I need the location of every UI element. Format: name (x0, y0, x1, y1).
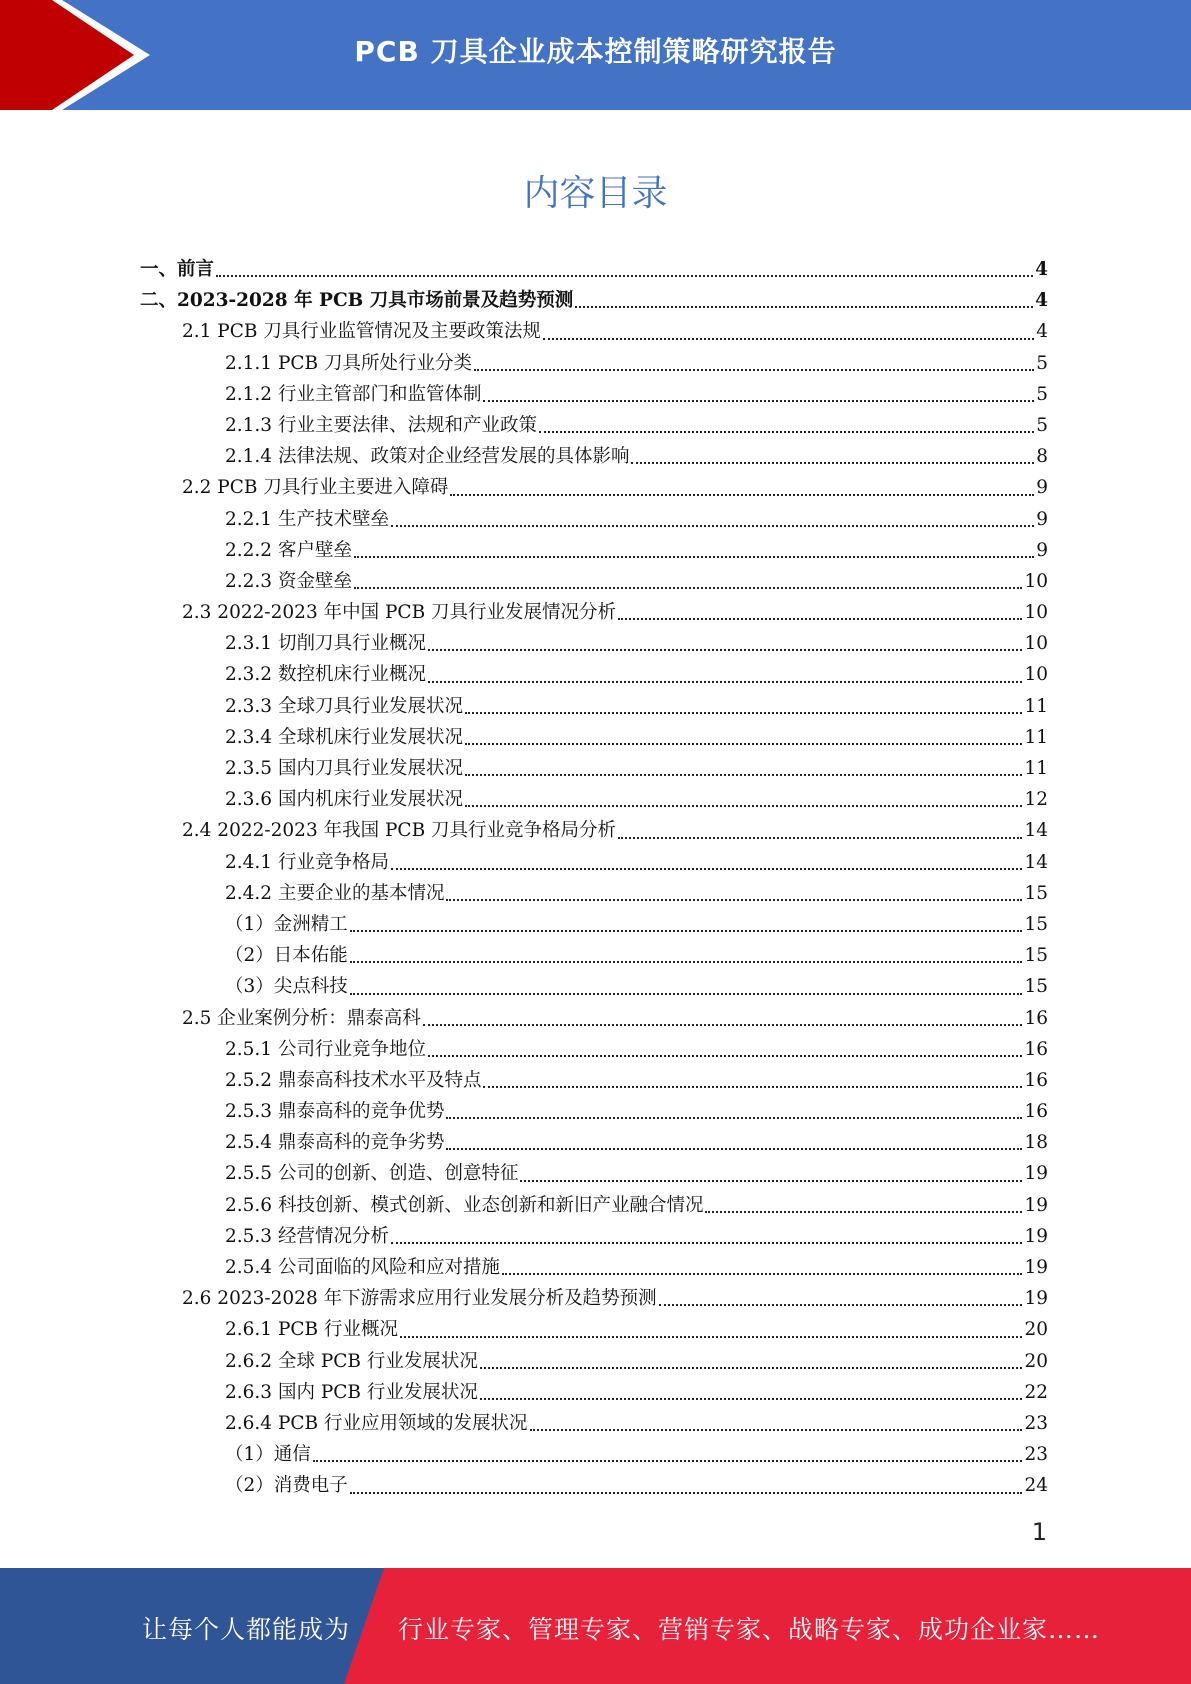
toc-entry-page: 5 (1036, 414, 1048, 436)
toc-entry[interactable] (140, 1158, 1048, 1189)
toc-entry-title: （2）消费电子 (225, 1475, 348, 1497)
toc-entry[interactable] (140, 847, 1048, 878)
toc-entry[interactable] (140, 566, 1048, 597)
toc-entry[interactable] (140, 1439, 1048, 1470)
toc-entry-title: 2.3.3 全球刀具行业发展状况 (225, 695, 463, 717)
toc-entry-title: 2.3.1 切削刀具行业概况 (225, 633, 426, 655)
toc-entry-page: 4 (1036, 321, 1048, 343)
page-header (0, 0, 1191, 110)
toc-entry[interactable] (140, 535, 1048, 566)
toc-entry-page: 5 (1036, 352, 1048, 374)
toc-entry-title: （1）金洲精工 (225, 913, 348, 935)
toc-entry-title: 2.5.5 公司的创新、创造、创意特征 (225, 1163, 519, 1185)
toc-entry-page: 23 (1024, 1412, 1048, 1434)
toc-entry[interactable] (140, 659, 1048, 690)
toc-entry-page: 18 (1024, 1132, 1048, 1154)
toc-entry[interactable] (140, 254, 1048, 285)
toc-entry-title: 2.3.2 数控机床行业概况 (225, 664, 426, 686)
toc-dot-leader (480, 1398, 1023, 1400)
toc-entry[interactable] (140, 940, 1048, 971)
toc-dot-leader (446, 899, 1022, 901)
toc-entry-title: 2.1 PCB 刀具行业监管情况及主要政策法规 (182, 321, 541, 343)
toc-entry[interactable] (140, 472, 1048, 503)
toc-entry-page: 15 (1024, 913, 1048, 935)
toc-entry-page: 16 (1024, 1101, 1048, 1123)
toc-entry[interactable] (140, 1408, 1048, 1439)
toc-entry[interactable] (140, 1221, 1048, 1252)
toc-entry-title: 2.6.1 PCB 行业概况 (225, 1319, 399, 1341)
toc-entry-title: 2.3.6 国内机床行业发展状况 (225, 789, 463, 811)
toc-entry-page: 5 (1036, 383, 1048, 405)
toc-entry-title: 2.4 2022-2023 年我国 PCB 刀具行业竞争格局分析 (182, 820, 617, 842)
toc-dot-leader (618, 618, 1022, 620)
toc-entry-title: 2.6 2023-2028 年下游需求应用行业发展分析及趋势预测 (182, 1288, 657, 1310)
toc-dot-leader (313, 1460, 1023, 1462)
toc-entry-title: （2）日本佑能 (225, 945, 348, 967)
toc-entry-page: 19 (1024, 1163, 1048, 1185)
toc-dot-leader (483, 1086, 1022, 1088)
toc-dot-leader (350, 1492, 1023, 1494)
toc-dot-leader (631, 462, 1034, 464)
toc-dot-leader (216, 275, 1033, 277)
toc-dot-leader (465, 805, 1022, 807)
toc-entry-title: 一、前言 (140, 259, 215, 280)
toc-dot-leader (474, 369, 1034, 371)
toc-entry-title: 2.2 PCB 刀具行业主要进入障碍 (182, 477, 449, 499)
toc-entry-title: 2.1.1 PCB 刀具所处行业分类 (225, 352, 473, 374)
toc-dot-leader (502, 1273, 1022, 1275)
toc-entry[interactable] (140, 316, 1048, 347)
toc-entry-title: 2.2.3 资金壁垒 (225, 570, 352, 592)
toc-entry-title: 2.5 企业案例分析：鼎泰高科 (182, 1007, 421, 1029)
toc-entry[interactable] (140, 348, 1048, 379)
toc-entry-page: 10 (1024, 570, 1048, 592)
toc-entry-page: 15 (1024, 976, 1048, 998)
toc-entry[interactable] (140, 971, 1048, 1002)
toc-dot-leader (400, 1336, 1022, 1338)
toc-entry[interactable] (140, 1283, 1048, 1314)
toc-entry[interactable] (140, 1190, 1048, 1221)
toc-dot-leader (391, 525, 1034, 527)
toc-dot-leader (446, 1117, 1022, 1119)
toc-dot-leader (450, 494, 1034, 496)
toc-dot-leader (659, 1304, 1023, 1306)
toc-entry-page: 22 (1024, 1381, 1048, 1403)
toc-entry[interactable] (140, 815, 1048, 846)
toc-entry[interactable] (140, 1096, 1048, 1127)
toc-dot-leader (705, 1211, 1022, 1213)
toc-entry-page: 4 (1035, 290, 1048, 312)
toc-entry-page: 15 (1024, 945, 1048, 967)
toc-dot-leader (520, 1180, 1022, 1182)
toc-entry-title: 2.5.4 公司面临的风险和应对措施 (225, 1257, 500, 1278)
toc-entry-page: 19 (1024, 1257, 1048, 1278)
toc-entry-title: 2.2.1 生产技术壁垒 (225, 508, 389, 530)
toc-entry[interactable] (140, 1003, 1048, 1034)
footer-slogan-left: 让每个人都能成为 (142, 1615, 351, 1644)
toc-dot-leader (575, 306, 1033, 308)
toc-entry-title: 2.3 2022-2023 年中国 PCB 刀具行业发展情况分析 (182, 602, 617, 624)
page-number: 1 (1031, 1518, 1047, 1546)
toc-entry[interactable] (140, 1377, 1048, 1408)
toc-entry-title: 2.3.4 全球机床行业发展状况 (225, 726, 463, 748)
toc-entry[interactable] (140, 1034, 1048, 1065)
toc-entry[interactable] (140, 1127, 1048, 1158)
footer-slogan-right: 行业专家、管理专家、营销专家、战略专家、成功企业家…… (398, 1615, 1101, 1644)
toc-dot-leader (350, 993, 1023, 995)
toc-entry-title: 2.1.3 行业主要法律、法规和产业政策 (225, 414, 537, 436)
toc-dot-leader (618, 837, 1022, 839)
toc-entry-page: 15 (1024, 882, 1048, 904)
toc-entry[interactable] (140, 691, 1048, 722)
toc-entry-title: 2.5.3 鼎泰高科的竞争优势 (225, 1101, 445, 1123)
toc-entry-page: 20 (1024, 1350, 1048, 1372)
toc-entry-title: 2.3.5 国内刀具行业发展状况 (225, 758, 463, 779)
toc-entry[interactable] (140, 504, 1048, 535)
toc-dot-leader (428, 1055, 1022, 1057)
toc-dot-leader (350, 930, 1023, 932)
toc-entry-page: 20 (1024, 1319, 1048, 1341)
toc-dot-leader (465, 712, 1022, 714)
toc-entry-page: 11 (1024, 695, 1048, 717)
toc-entry-page: 9 (1036, 539, 1048, 561)
toc-entry[interactable] (140, 753, 1048, 784)
toc-entry-page: 23 (1024, 1444, 1048, 1466)
toc-entry-page: 11 (1024, 726, 1048, 748)
toc-entry-title: 2.6.3 国内 PCB 行业发展状况 (225, 1381, 478, 1403)
toc-entry[interactable] (140, 1065, 1048, 1096)
toc-entry-page: 10 (1024, 633, 1048, 655)
toc-entry-title: 二、2023-2028 年 PCB 刀具市场前景及趋势预测 (140, 290, 574, 312)
toc-entry-title: 2.5.4 鼎泰高科的竞争劣势 (225, 1132, 445, 1154)
toc-entry[interactable] (140, 1470, 1048, 1501)
toc-entry-page: 4 (1035, 259, 1048, 280)
toc-entry[interactable] (140, 909, 1048, 940)
toc-dot-leader (428, 649, 1022, 651)
toc-entry-page: 19 (1024, 1225, 1048, 1247)
toc-dot-leader (465, 743, 1022, 745)
toc-dot-leader (423, 1024, 1023, 1026)
toc-entry[interactable] (140, 597, 1048, 628)
toc-entry-page: 8 (1036, 446, 1048, 468)
toc-entry-page: 11 (1024, 758, 1048, 779)
toc-entry-title: 2.5.2 鼎泰高科技术水平及特点 (225, 1069, 482, 1091)
toc-entry-title: 2.6.4 PCB 行业应用领域的发展状况 (225, 1412, 528, 1434)
toc-entry-page: 19 (1024, 1194, 1048, 1216)
toc-entry-title: 2.4.2 主要企业的基本情况 (225, 882, 445, 904)
toc-entry-title: 2.5.3 经营情况分析 (225, 1225, 389, 1247)
toc-entry-page: 24 (1024, 1475, 1048, 1497)
toc-entry-title: 2.6.2 全球 PCB 行业发展状况 (225, 1350, 478, 1372)
toc-dot-leader (539, 431, 1034, 433)
toc-entry-title: 2.5.6 科技创新、模式创新、业态创新和新旧产业融合情况 (225, 1194, 704, 1216)
toc-entry-title: 2.1.2 行业主管部门和监管体制 (225, 383, 482, 405)
toc-entry[interactable] (140, 722, 1048, 753)
toc-entry[interactable] (140, 285, 1048, 316)
toc-dot-leader (350, 961, 1023, 963)
toc-entry-title: （3）尖点科技 (225, 976, 348, 998)
toc-entry-page: 12 (1024, 789, 1048, 811)
toc-entry[interactable] (140, 628, 1048, 659)
toc-entry-page: 19 (1024, 1288, 1048, 1310)
toc-entry-title: 2.1.4 法律法规、政策对企业经营发展的具体影响 (225, 446, 630, 468)
toc-entry-title: 2.4.1 行业竞争格局 (225, 851, 389, 873)
toc-entry-page: 16 (1024, 1007, 1048, 1029)
toc-entry[interactable] (140, 441, 1048, 472)
toc-title: 内容目录 (523, 173, 668, 214)
toc-entry-page: 14 (1024, 820, 1048, 842)
toc-entry[interactable] (140, 1346, 1048, 1377)
toc-entry-title: 2.2.2 客户壁垒 (225, 539, 352, 561)
toc-dot-leader (354, 556, 1034, 558)
toc-entry-page: 16 (1024, 1038, 1048, 1060)
table-of-contents (140, 254, 1048, 1502)
toc-dot-leader (446, 1148, 1022, 1150)
toc-entry[interactable] (140, 379, 1048, 410)
header-title: PCB 刀具企业成本控制策略研究报告 (354, 35, 837, 68)
toc-entry[interactable] (140, 1252, 1048, 1283)
toc-entry-page: 10 (1024, 602, 1048, 624)
toc-dot-leader (480, 1367, 1023, 1369)
toc-entry-page: 16 (1024, 1069, 1048, 1091)
toc-dot-leader (391, 1242, 1022, 1244)
toc-entry-page: 9 (1036, 477, 1048, 499)
toc-entry[interactable] (140, 784, 1048, 815)
toc-dot-leader (483, 400, 1034, 402)
toc-entry-title: （1）通信 (225, 1444, 311, 1466)
toc-dot-leader (543, 338, 1034, 340)
toc-entry-page: 14 (1024, 851, 1048, 873)
toc-entry-page: 10 (1024, 664, 1048, 686)
toc-dot-leader (391, 868, 1022, 870)
page-footer (0, 1568, 1191, 1684)
toc-entry-title: 2.5.1 公司行业竞争地位 (225, 1038, 426, 1060)
toc-dot-leader (530, 1429, 1023, 1431)
toc-entry[interactable] (140, 878, 1048, 909)
toc-entry[interactable] (140, 1314, 1048, 1345)
toc-entry-page: 9 (1036, 508, 1048, 530)
toc-dot-leader (428, 681, 1022, 683)
toc-dot-leader (465, 774, 1022, 776)
toc-dot-leader (354, 587, 1023, 589)
toc-entry[interactable] (140, 410, 1048, 441)
